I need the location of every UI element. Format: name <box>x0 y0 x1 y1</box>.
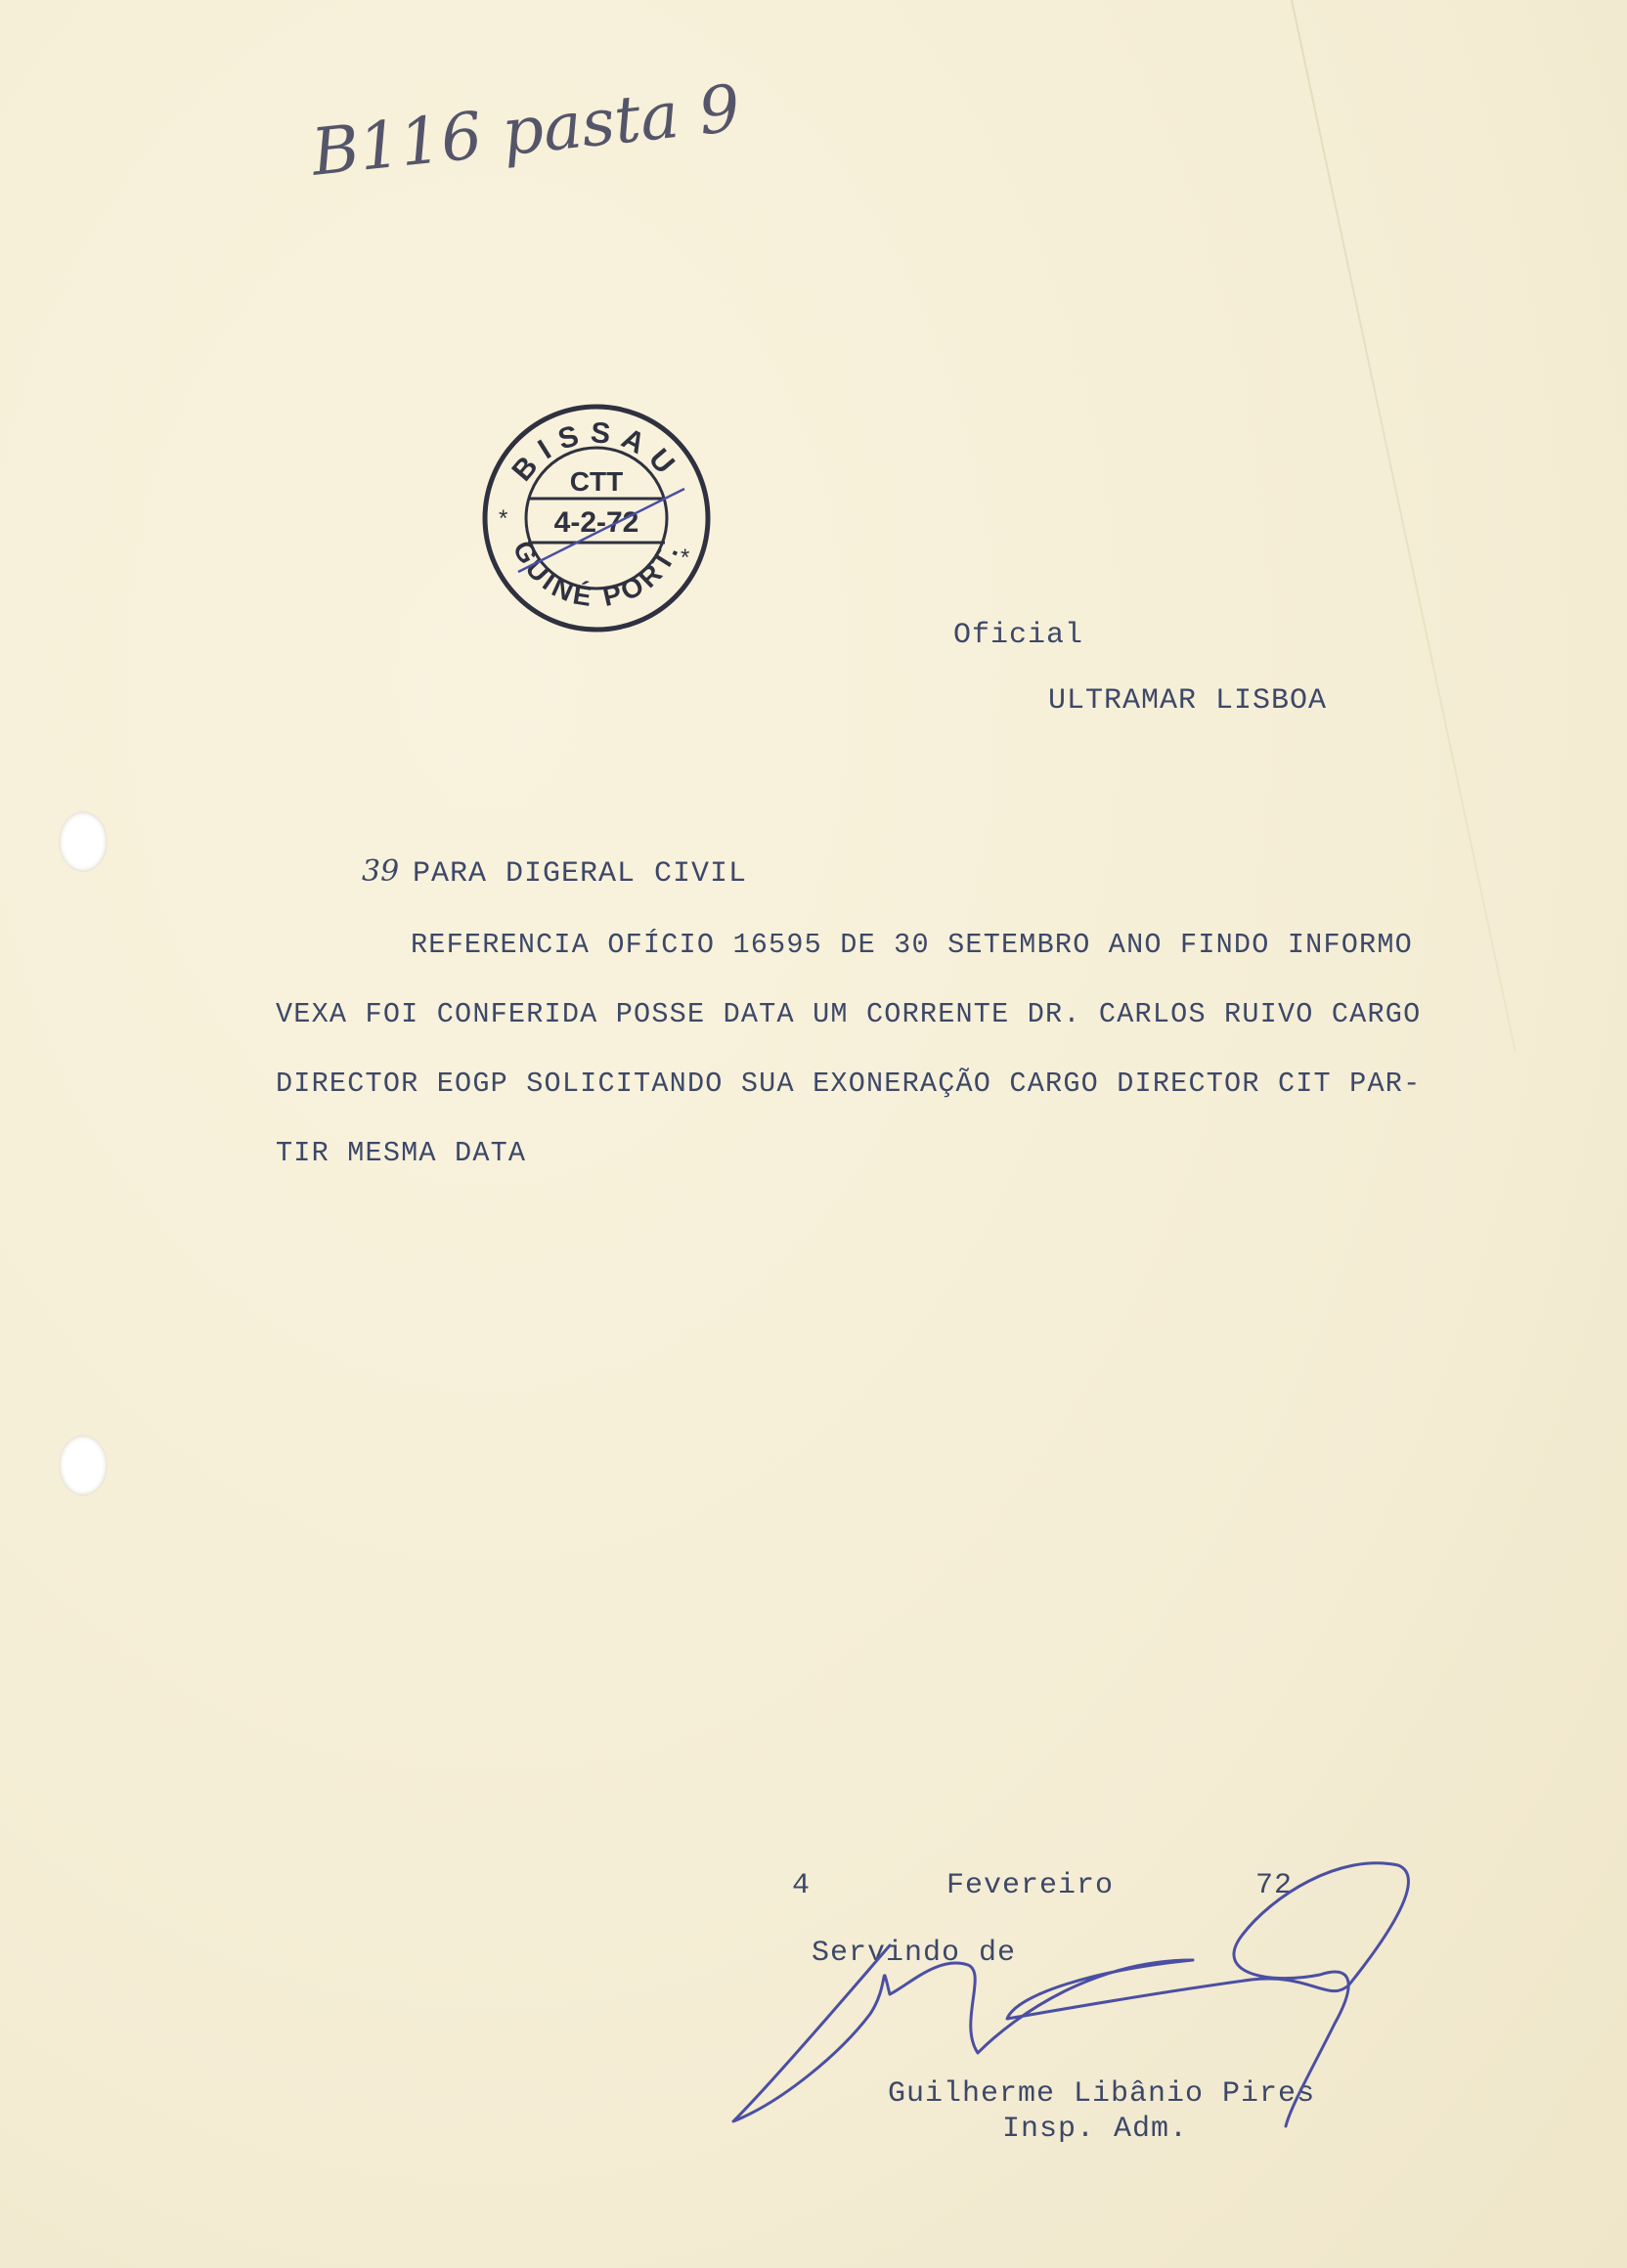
date-day: 4 <box>792 1869 812 1902</box>
punch-hole-top <box>59 811 108 872</box>
postmark-date: 4-2-72 <box>553 506 639 539</box>
signatory-name: Guilherme Libânio Pires <box>888 2077 1316 2111</box>
message-number-mark: 39 <box>362 854 400 889</box>
postmark-star-left: * <box>499 505 508 532</box>
date-month: Fevereiro <box>946 1869 1115 1902</box>
closing-phrase: Servindo de <box>812 1937 1017 1970</box>
signatory-title: Insp. Adm. <box>1002 2113 1189 2146</box>
destination-address: ULTRAMAR LISBOA <box>1048 684 1328 718</box>
message-line-4: TIR MESMA DATA <box>276 1137 527 1169</box>
date-year: 72 <box>1255 1869 1294 1902</box>
postmark-bottom-text: GUINÉ PORT. <box>506 536 685 613</box>
postmark-star-right: * <box>681 545 690 571</box>
postmark-middle-text: CTT <box>569 466 624 497</box>
addressee-line: PARA DIGERAL CIVIL <box>413 857 748 891</box>
postmark-stamp <box>479 401 714 635</box>
message-line-2: VEXA FOI CONFERIDA POSSE DATA UM CORRENTE DR. CARLOS RUIVO CARGO <box>276 998 1422 1030</box>
svg-text:GUINÉ PORT. <box>507 536 685 612</box>
punch-hole-bottom <box>59 1435 108 1496</box>
class-label: Oficial <box>953 619 1084 652</box>
paper-fold-line <box>1291 0 1517 1052</box>
message-line-1: REFERENCIA OFÍCIO 16595 DE 30 SETEMBRO ANO FINDO INFORMO <box>411 929 1413 961</box>
archive-mark: B116 pasta 9 <box>308 70 744 191</box>
signature <box>724 1857 1428 2151</box>
message-line-3: DIRECTOR EOGP SOLICITANDO SUA EXONERAÇÃO CARGO DIRECTOR CIT PAR- <box>276 1068 1422 1100</box>
postmark-top-text: BISSAU <box>506 416 687 488</box>
